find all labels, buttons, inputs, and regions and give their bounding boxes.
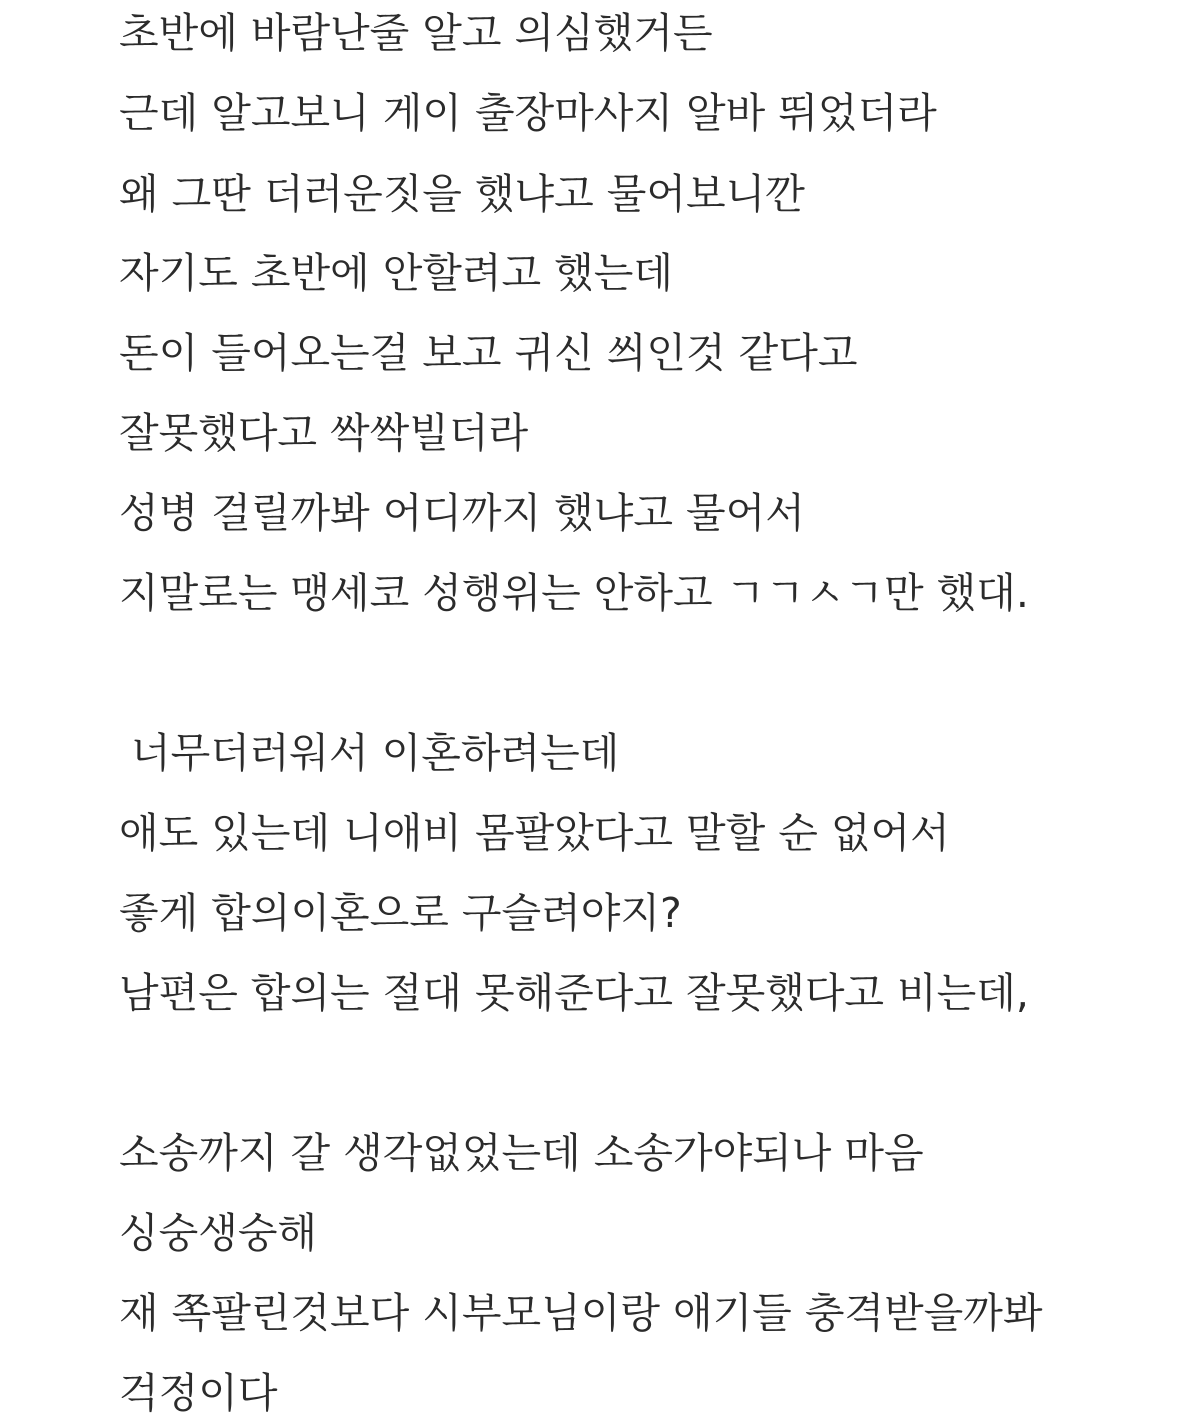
- post-text-line: 좋게 합의이혼으로 구슬려야지?: [119, 889, 682, 937]
- post-text-line: 걱정이다: [119, 1369, 278, 1417]
- post-text-line: 돈이 들어오는걸 보고 귀신 씌인것 같다고: [119, 329, 858, 377]
- post-text-line: 지말로는 맹세코 성행위는 안하고 ㄱㄱㅅㄱ만 했대.: [119, 569, 1029, 617]
- post-text-line: 초반에 바람난줄 알고 의심했거든: [119, 9, 713, 57]
- post-text-line: 재 쪽팔린것보다 시부모님이랑 애기들 충격받을까봐: [119, 1289, 1043, 1337]
- post-text-line: 성병 걸릴까봐 어디까지 했냐고 물어서: [119, 489, 805, 537]
- post-text-line: 왜 그딴 더러운짓을 했냐고 물어보니깐: [119, 170, 805, 218]
- post-text-line: 남편은 합의는 절대 못해준다고 잘못했다고 비는데,: [119, 969, 1029, 1017]
- post-text-line: 너무더러워서 이혼하려는데: [131, 729, 620, 777]
- post-text-line: 근데 알고보니 게이 출장마사지 알바 뛰었더라: [119, 89, 937, 137]
- post-text-line: 애도 있는데 니애비 몸팔았다고 말할 순 없어서: [119, 809, 950, 857]
- post-text-line: 소송까지 갈 생각없었는데 소송가야되나 마음: [119, 1129, 924, 1177]
- post-text-line: 잘못했다고 싹싹빌더라: [119, 409, 529, 457]
- post-text-line: 자기도 초반에 안할려고 했는데: [119, 249, 673, 297]
- post-text-line: 싱숭생숭해: [119, 1209, 318, 1257]
